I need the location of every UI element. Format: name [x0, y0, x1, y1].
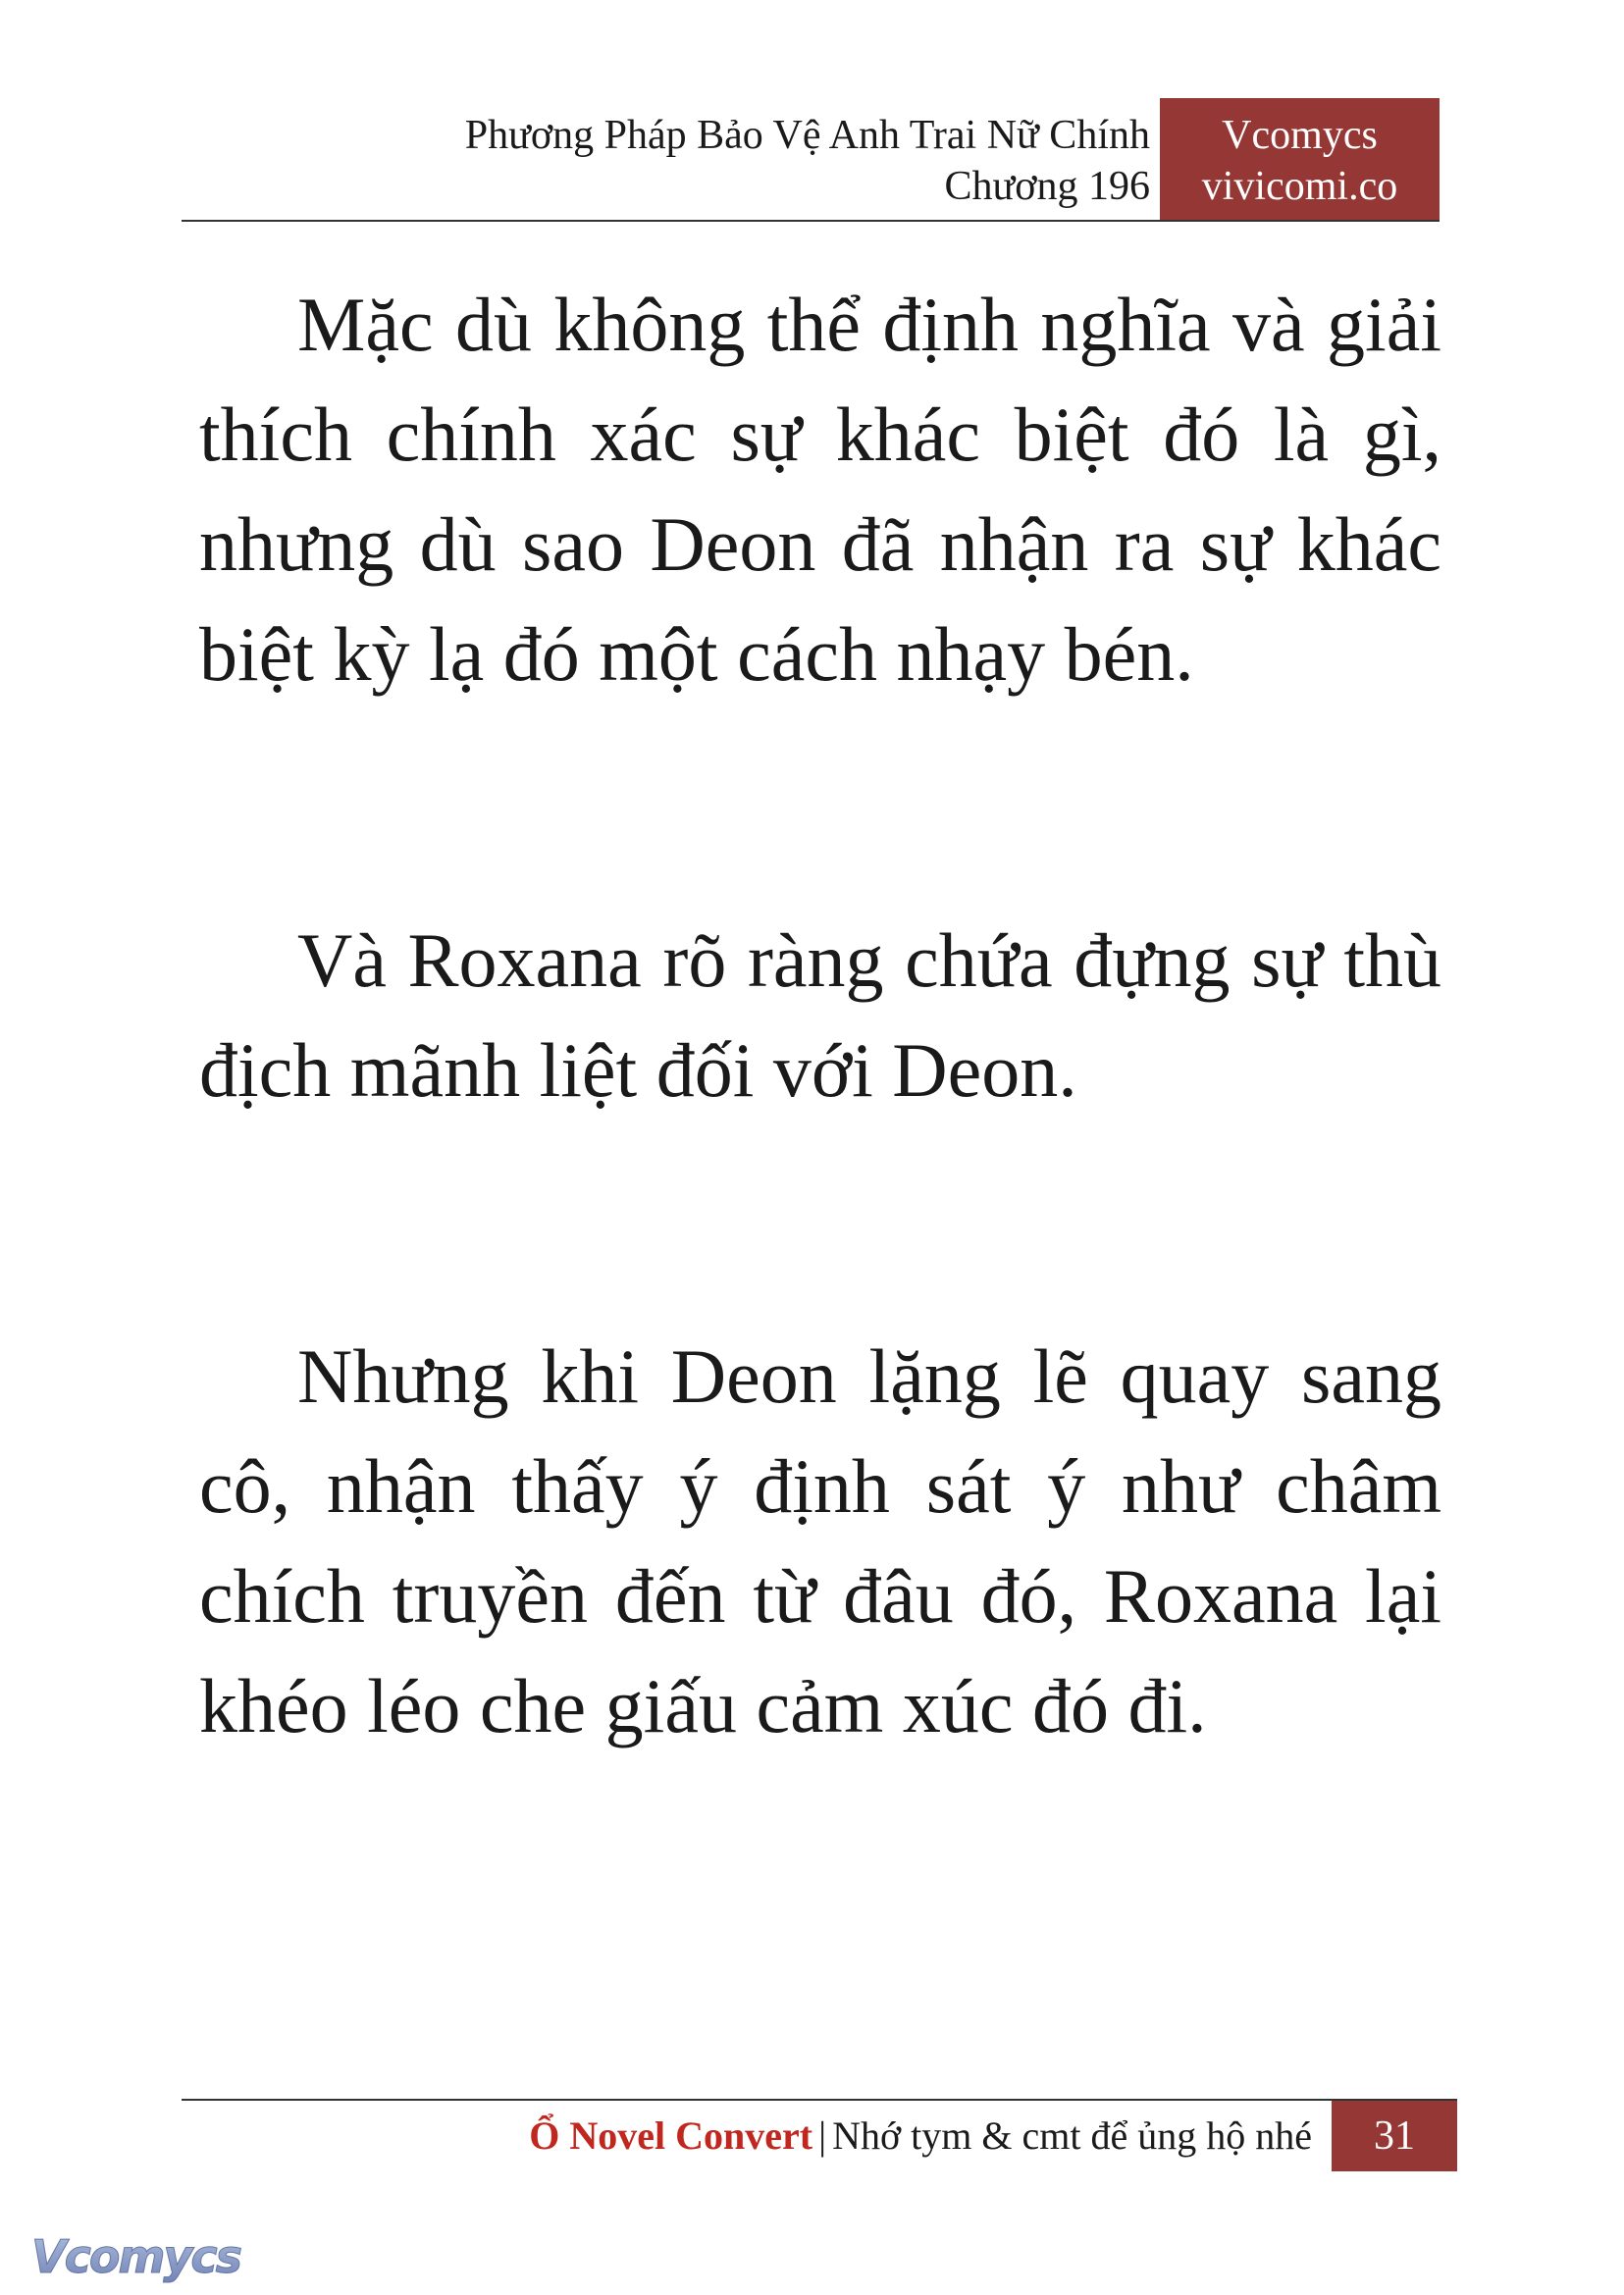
book-title: Phương Pháp Bảo Vệ Anh Trai Nữ Chính [464, 113, 1150, 158]
paragraph: Nhưng khi Deon lặng lẽ quay sang cô, nhận thấy ý định sát ý như châm chích truyền đến từ đâu đó, Roxana lại khéo léo che giấu cảm xúc đó đi. [199, 1333, 1441, 1748]
paragraph: Mặc dù không thể định nghĩa và giải thích chính xác sự khác biệt đó là gì, nhưng dù sao Deon đã nhận ra sự khác biệt kỳ lạ đó một cách nhạy bén. [199, 282, 1441, 697]
paragraph: Và Roxana rõ ràng chứa đựng sự thù địch mãnh liệt đối với Deon. [199, 917, 1441, 1113]
chapter-label: Chương 196 [944, 164, 1150, 209]
footer-message: Nhớ tym & cmt để ủng hộ nhé [832, 2113, 1312, 2158]
publisher-badge [1160, 98, 1440, 220]
header-text [465, 110, 1150, 212]
publisher-name: Vcomycs [1222, 113, 1378, 158]
header-divider [182, 220, 1440, 222]
footer-brand: Ổ Novel Convert [529, 2113, 813, 2158]
page-header [182, 98, 1440, 220]
footer-text [529, 2111, 1312, 2162]
footer-separator: | [818, 2113, 827, 2158]
page-content [199, 270, 1441, 1761]
vcomycs-logo-icon [27, 2227, 253, 2286]
page-footer [182, 2101, 1457, 2171]
page-number: 31 [1332, 2101, 1457, 2171]
publisher-site: vivicomi.co [1201, 164, 1398, 209]
svg-text:Vcomycs: Vcomycs [31, 2230, 241, 2283]
